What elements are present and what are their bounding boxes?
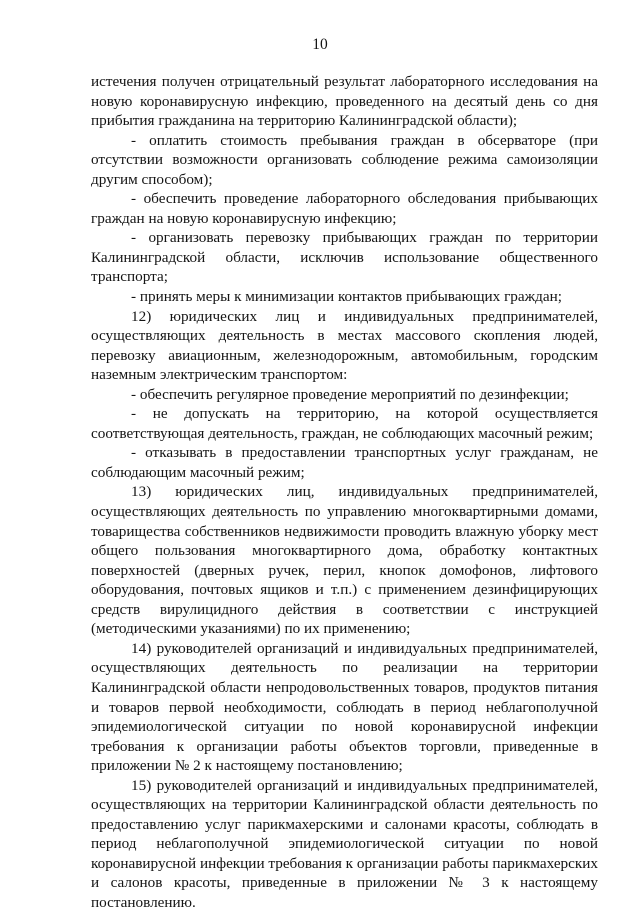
- document-body: [91, 72, 598, 913]
- list-item: - обеспечить проведение лабораторного обследования прибывающих граждан на новую коронавирусную инфекцию;: [91, 190, 598, 227]
- numbered-clause-15: 15) руководителей организаций и индивидуальных предпринимателей, осуществляющих на территории Калининградской области деятельность по предоставлению услуг парикмахерскими и салонами красоты, соблюдать в период неблагополучной эпидемиологической ситуации по новой коронавирусной инфекции требования к организации работы парикмахерских и салонов красоты, приведенные в приложении № 3 к настоящему постановлению.: [91, 776, 598, 911]
- numbered-clause-12: 12) юридических лиц и индивидуальных предпринимателей, осуществляющих деятельность в местах массового скопления людей, перевозку авиационным, железнодорожным, автомобильным, городским наземным электрическим транспортом:: [91, 307, 598, 384]
- numbered-clause-13: 13) юридических лиц, индивидуальных предпринимателей, осуществляющих деятельность по управлению многоквартирными домами, товарищества собственников недвижимости проводить влажную уборку мест общего пользования многоквартирного дома, обработку контактных поверхностей (дверных ручек, перил, кнопок домофонов, лифтового оборудования, почтовых ящиков и т.п.) с применением дезинфицирующих средств вирулицидного действия в соответствии с инструкцией (методическими указаниями) по их применению;: [91, 483, 598, 638]
- list-item: - не допускать на территорию, на которой осуществляется соответствующая деятельность, граждан, не соблюдающих масочный режим;: [91, 405, 598, 442]
- numbered-clause-14: 14) руководителей организаций и индивидуальных предпринимателей, осуществляющих деятельность по реализации на территории Калининградской области непродовольственных товаров, продуктов питания и товаров первой необходимости, соблюдать в период неблагополучной эпидемиологической ситуации по новой коронавирусной инфекции требования к организации работы объектов торговли, приведенные в приложении № 2 к настоящему постановлению;: [91, 639, 598, 775]
- paragraph: истечения получен отрицательный результат лабораторного исследования на новую коронавирусную инфекцию, проведенного на десятый день со дня прибытия гражданина на территорию Калининградской области);: [91, 73, 598, 130]
- list-item: - отказывать в предоставлении транспортных услуг гражданам, не соблюдающим масочный режим;: [91, 444, 598, 481]
- list-item: - оплатить стоимость пребывания граждан в обсерваторе (при отсутствии возможности организовать соблюдение режима самоизоляции другим способом);: [91, 131, 598, 188]
- list-item: - обеспечить регулярное проведение мероприятий по дезинфекции;: [131, 385, 569, 403]
- page-number: 10: [312, 36, 328, 53]
- list-item: - организовать перевозку прибывающих граждан по территории Калининградской области, исключив использование общественного транспорта;: [91, 229, 598, 286]
- list-item: - принять меры к минимизации контактов прибывающих граждан;: [131, 288, 562, 306]
